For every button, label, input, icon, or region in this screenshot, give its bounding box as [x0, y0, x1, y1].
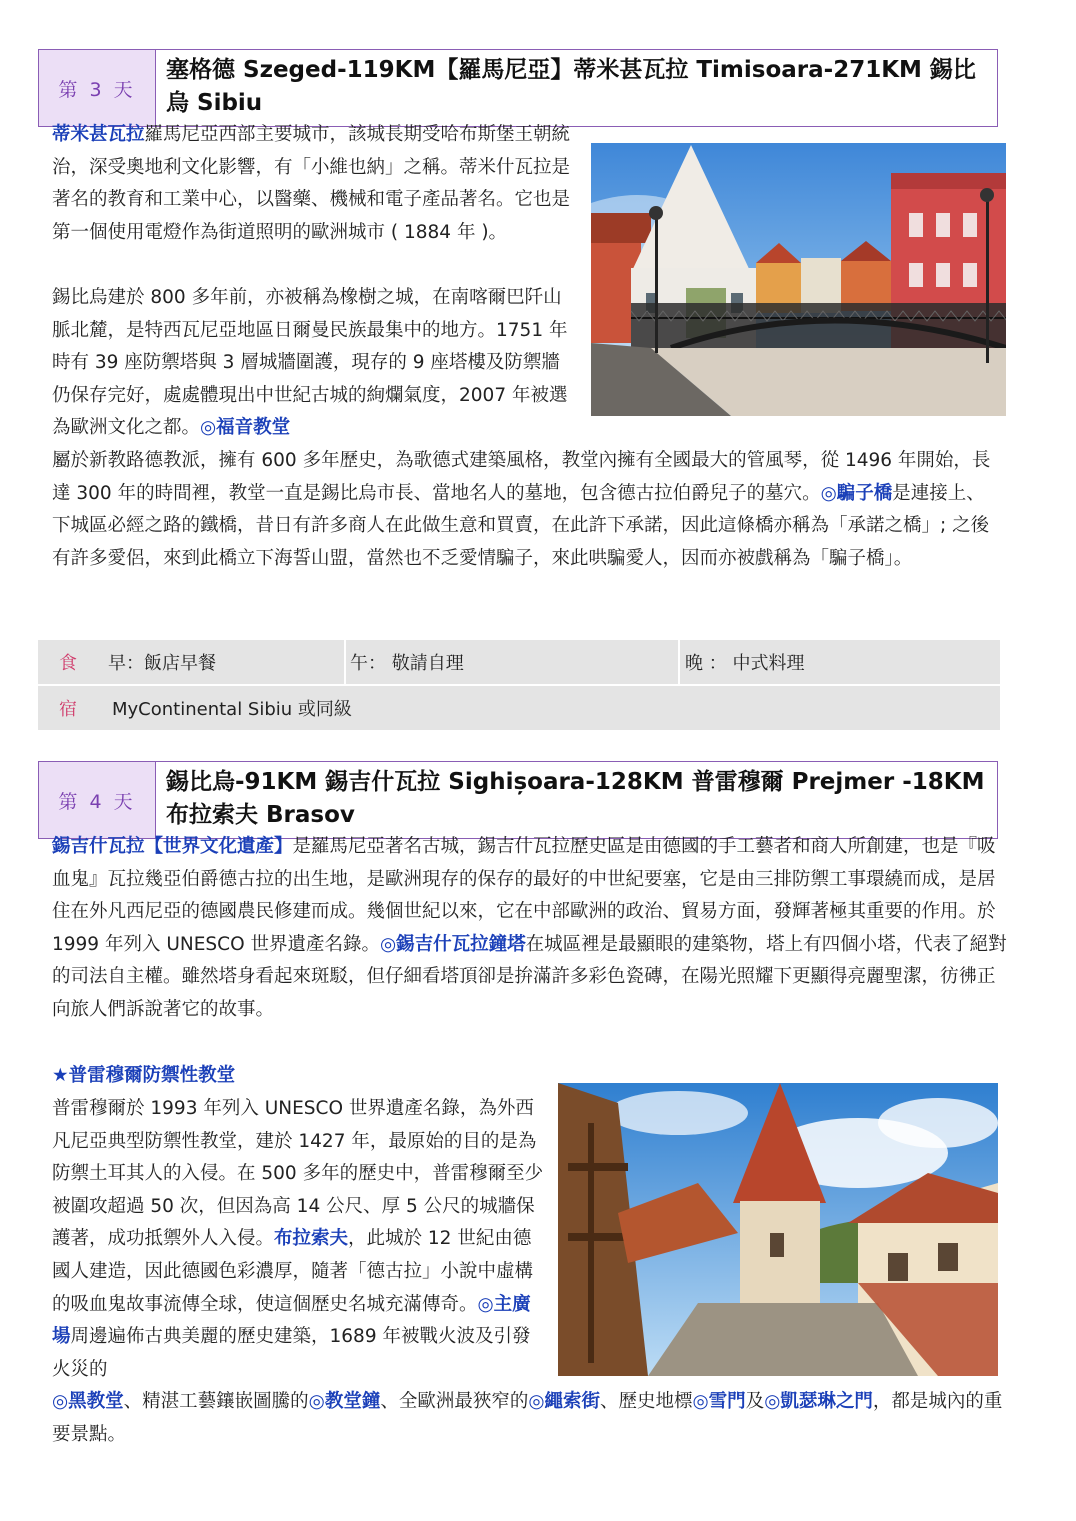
highlight-black-church: ◎黑教堂	[52, 1391, 124, 1412]
divider	[678, 640, 680, 684]
highlight-brasov: 布拉索夫	[274, 1228, 349, 1250]
day4-header	[38, 761, 998, 839]
highlight-timisoara: 蒂米甚瓦拉	[52, 124, 145, 145]
stay-key: 宿	[59, 699, 77, 720]
day4-title: 錫比烏-91KM 錫吉什瓦拉 Sighișoara-128KM 普雷穆爾 Prejmer -18KM 布拉索夫 Brasov	[166, 769, 985, 828]
highlight-church-bell: ◎教堂鐘	[308, 1391, 381, 1412]
highlight-rope-street: ◎繩索街	[528, 1391, 600, 1412]
highlight-main-square: ◎主廣場	[52, 1293, 531, 1348]
day4-paragraph-sighisoara: 錫吉什瓦拉【世界文化遺產】是羅馬尼亞著名古城，錫吉什瓦拉歷史區是由德國的手工藝者和商人所創建，也是『吸血鬼』瓦拉幾亞伯爵德古拉的出生地，是歐洲現存的保存的最好的中世紀要塞，它是由三排防禦工事環繞而成，是居住在外凡西尼亞的德國農民修建而成。幾個世紀以來，它在中部歐洲的政治、貿易方面，發輝著極其重要的作用。於 1999 年列入 UNESCO 世界遺產名錄。◎錫吉什瓦拉鐘塔在城區裡是最顯眼的建築物，塔上有四個小塔，代表了絕對的司法自主權。雖然塔身看起來斑駁，但仔細看塔頂卻是拚滿許多彩色瓷磚，在陽光照耀下更顯得亮麗聖潔，彷彿正向旅人們訴說著它的故事。	[52, 836, 1007, 1020]
stay-row	[38, 686, 1000, 730]
highlight-white-tower-gate: ◎雪門	[692, 1391, 746, 1412]
meals-row	[38, 640, 1000, 684]
lunch: 午： 敬請自理	[350, 653, 464, 674]
day3-paragraph-timisoara: 蒂米甚瓦拉羅馬尼亞西部主要城市，該城長期受哈布斯堡王朝統治，深受奧地利文化影響，有「小維也納」之稱。蒂米什瓦拉是著名的教育和工業中心，以醫藥、機械和電子產品著名。它也是第一個使用電燈作為街道照明的歐洲城市 ( 1884 年 )。	[52, 124, 571, 243]
highlight-clock-tower: ◎錫吉什瓦拉鐘塔	[380, 933, 526, 955]
day4-paragraph-prejmer-brasov: 普雷穆爾於 1993 年列入 UNESCO 世界遺產名錄，為外西凡尼亞典型防禦性教堂，建於 1427 年，最原始的目的是為防禦土耳其人的入侵。在 500 多年的歷史中，普雷穆爾至少被圍攻超過 50 次，但因為高 14 公尺、厚 5 公尺的城牆保護著，成功抵禦外人入侵。布拉索夫，此城於 12 世紀由德國人建造，因此德國色彩濃厚，隨著「德古拉」小說中虛構的吸血鬼故事流傳全球，使這個歷史名城充滿傳奇。◎主廣場周邊遍佈古典美麗的歷史建築，1689 年被戰火波及引發火災的	[52, 1098, 544, 1380]
meals-key: 食	[59, 653, 77, 674]
sibiu-bridge-photo	[591, 143, 1006, 416]
day3-title: 塞格德 Szeged-119KM【羅馬尼亞】蒂米甚瓦拉 Timisoara-271KM 錫比烏 Sibiu	[166, 57, 976, 116]
day3-paragraph-sibiu-a: 錫比烏建於 800 多年前，亦被稱為橡樹之城，在南喀爾巴阡山脈北麓，是特西瓦尼亞地區日爾曼民族最集中的地方。1751 年時有 39 座防禦塔與 3 層城牆圍護，現存的 9 座塔樓及防禦牆仍保存完好，處處體現出中世紀古城的絢爛氣度，2007 年被選為歐洲文化之都。◎福音教堂	[52, 287, 568, 439]
day4-paragraph-brasov-sights: ◎黑教堂、精湛工藝鑲嵌圖騰的◎教堂鐘、全歐洲最狹窄的◎繩索街、歷史地標◎雪門及◎凱瑟琳之門，都是城內的重要景點。	[52, 1391, 1003, 1445]
breakfast: 早：飯店早餐	[108, 653, 216, 674]
dinner: 晚 ： 中式料理	[685, 653, 805, 674]
highlight-evangelical-church: ◎福音教堂	[200, 417, 291, 439]
day3-label: 第 3 天	[39, 50, 156, 126]
highlight-sighisoara: 錫吉什瓦拉【世界文化遺產】	[52, 836, 293, 857]
day3-header	[38, 49, 998, 127]
day3-paragraph-sibiu-b: 屬於新教路德教派，擁有 600 多年歷史，為歌德式建築風格，教堂內擁有全國最大的管風琴，從 1496 年開始，長達 300 年的時間裡，教堂一直是錫比烏市長、當地名人的墓地，包含德古拉伯爵兒子的墓穴。◎騙子橋是連接上、下城區必經之路的鐵橋，昔日有許多商人在此做生意和買賣，在此許下承諾，因此這條橋亦稱為「承諾之橋」; 之後有許多愛侶，來到此橋立下海誓山盟，當然也不乏愛情騙子，來此哄騙愛人，因而亦被戲稱為「騙子橋」。	[52, 450, 991, 569]
hotel: MyContinental Sibiu 或同級	[112, 699, 352, 720]
day4-label: 第 4 天	[39, 762, 156, 838]
castle-courtyard-photo	[558, 1083, 998, 1376]
prejmer-subheading: ★普雷穆爾防禦性教堂	[52, 1065, 236, 1086]
divider	[344, 640, 346, 684]
highlight-liars-bridge: ◎騙子橋	[820, 482, 893, 504]
meals-table	[38, 640, 1000, 730]
highlight-catherines-gate: ◎凱瑟琳之門	[764, 1391, 873, 1412]
